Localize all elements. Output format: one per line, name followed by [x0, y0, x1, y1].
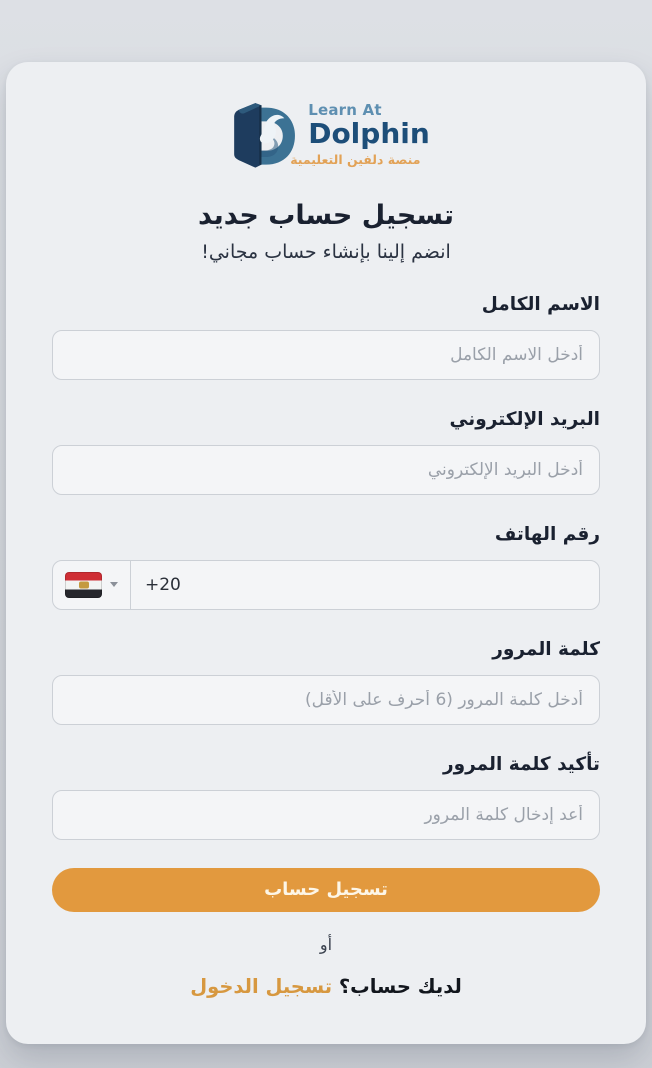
full-name-input[interactable]	[52, 330, 600, 380]
or-divider: أو	[319, 934, 333, 954]
signup-form	[52, 293, 600, 1001]
egypt-flag-icon	[65, 572, 102, 598]
email-label: البريد الإلكتروني	[449, 408, 600, 430]
email-input[interactable]	[52, 445, 600, 495]
page-title: تسجيل حساب جديد	[198, 200, 454, 231]
email-group	[52, 408, 600, 495]
phone-input[interactable]	[181, 561, 599, 609]
chevron-down-icon	[110, 582, 118, 587]
phone-label: رقم الهاتف	[494, 523, 600, 545]
confirm-password-label: تأكيد كلمة المرور	[442, 753, 600, 775]
confirm-password-input[interactable]	[52, 790, 600, 840]
brand-logo	[52, 62, 600, 174]
password-input[interactable]	[52, 675, 600, 725]
dolphin-book-icon	[222, 96, 298, 174]
brand-name-top: Learn At	[308, 100, 382, 119]
dial-code: +20	[145, 574, 181, 595]
page-subtitle: انضم إلينا بإنشاء حساب مجاني!	[201, 241, 451, 264]
brand-text	[290, 100, 430, 168]
login-link[interactable]: تسجيل الدخول	[190, 975, 333, 999]
page-background	[0, 62, 652, 1068]
brand-name-bottom: Dolphin	[308, 116, 430, 150]
login-row	[52, 973, 600, 1000]
login-prompt: لديك حساب؟	[338, 975, 462, 999]
confirm-password-group	[52, 753, 600, 840]
password-label: كلمة المرور	[492, 638, 600, 660]
phone-group	[52, 523, 600, 610]
full-name-group	[52, 293, 600, 380]
phone-field	[52, 560, 600, 610]
register-button[interactable]: تسجيل حساب	[52, 868, 600, 912]
full-name-label: الاسم الكامل	[481, 293, 600, 315]
password-group	[52, 638, 600, 725]
brand-tagline: منصة دلفين التعليمية	[290, 152, 421, 168]
signup-card	[6, 62, 646, 1044]
country-select[interactable]	[53, 561, 130, 609]
